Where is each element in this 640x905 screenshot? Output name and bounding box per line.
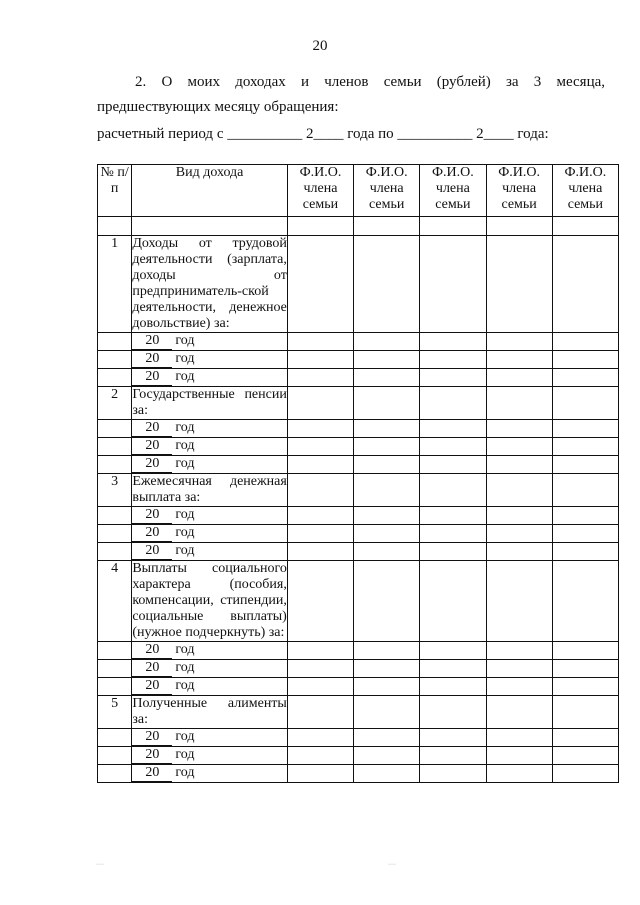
- amount-cell[interactable]: [354, 474, 420, 507]
- year-row: [98, 642, 619, 660]
- amount-cell[interactable]: [287, 696, 353, 729]
- year-suffix: год: [175, 678, 195, 693]
- section-row: [98, 236, 619, 333]
- amount-cell[interactable]: [354, 729, 420, 747]
- amount-cell[interactable]: [354, 642, 420, 660]
- section-label: Ежемесячная денежная выплата за:: [132, 474, 287, 505]
- empty-cell: [132, 217, 288, 236]
- amount-cell[interactable]: [354, 747, 420, 765]
- amount-cell[interactable]: [420, 438, 486, 456]
- amount-cell[interactable]: [420, 456, 486, 474]
- amount-cell[interactable]: [420, 369, 486, 387]
- section-row: [98, 387, 619, 420]
- section-number: 5: [98, 696, 132, 729]
- section-number: 2: [98, 387, 132, 420]
- empty-cell: [98, 543, 132, 561]
- amount-cell[interactable]: [420, 696, 486, 729]
- year-prefix: 20: [132, 543, 172, 560]
- amount-cell[interactable]: [486, 420, 552, 438]
- amount-cell[interactable]: [420, 236, 486, 333]
- year-row: [98, 747, 619, 765]
- year-prefix: 20: [132, 369, 172, 386]
- empty-cell: [287, 217, 353, 236]
- amount-cell[interactable]: [287, 387, 353, 420]
- amount-cell[interactable]: [420, 561, 486, 642]
- income-table: [97, 164, 619, 783]
- header-num: № п/п: [98, 165, 132, 217]
- year-suffix: год: [175, 660, 195, 675]
- amount-cell[interactable]: [287, 660, 353, 678]
- amount-cell[interactable]: [287, 561, 353, 642]
- amount-cell[interactable]: [486, 333, 552, 351]
- year-label: [132, 642, 288, 660]
- amount-cell[interactable]: [287, 474, 353, 507]
- amount-cell[interactable]: [354, 456, 420, 474]
- amount-cell[interactable]: [287, 333, 353, 351]
- year-row: [98, 765, 619, 783]
- header-fio-5: Ф.И.О. члена семьи: [552, 165, 618, 217]
- amount-cell[interactable]: [552, 236, 618, 333]
- empty-cell: [98, 729, 132, 747]
- year-prefix: 20: [132, 678, 172, 695]
- amount-cell[interactable]: [420, 474, 486, 507]
- empty-cell: [98, 217, 132, 236]
- year-row: [98, 456, 619, 474]
- year-prefix: 20: [132, 747, 172, 764]
- amount-cell[interactable]: [552, 642, 618, 660]
- year-label: [132, 456, 288, 474]
- year-row: [98, 678, 619, 696]
- amount-cell[interactable]: [552, 765, 618, 783]
- footer-mark-center: ····: [388, 862, 396, 868]
- section-label: Государственные пенсии за:: [132, 387, 287, 418]
- year-suffix: год: [175, 333, 195, 348]
- amount-cell[interactable]: [486, 507, 552, 525]
- section-row: [98, 561, 619, 642]
- amount-cell[interactable]: [354, 507, 420, 525]
- amount-cell[interactable]: [552, 456, 618, 474]
- empty-cell: [98, 351, 132, 369]
- year-prefix: 20: [132, 438, 172, 455]
- table-body: [98, 236, 619, 783]
- amount-cell[interactable]: [420, 351, 486, 369]
- spacer-row: [98, 217, 619, 236]
- amount-cell[interactable]: [287, 543, 353, 561]
- year-row: [98, 660, 619, 678]
- amount-cell[interactable]: [486, 765, 552, 783]
- amount-cell[interactable]: [552, 678, 618, 696]
- amount-cell[interactable]: [486, 474, 552, 507]
- empty-cell: [98, 369, 132, 387]
- amount-cell[interactable]: [287, 351, 353, 369]
- empty-cell: [420, 217, 486, 236]
- year-suffix: год: [175, 765, 195, 780]
- amount-cell[interactable]: [486, 642, 552, 660]
- year-suffix: год: [175, 438, 195, 453]
- amount-cell[interactable]: [486, 729, 552, 747]
- amount-cell[interactable]: [552, 660, 618, 678]
- header-fio-2: Ф.И.О. члена семьи: [354, 165, 420, 217]
- year-row: [98, 729, 619, 747]
- year-row: [98, 420, 619, 438]
- amount-cell[interactable]: [552, 525, 618, 543]
- amount-cell[interactable]: [420, 543, 486, 561]
- amount-cell[interactable]: [486, 747, 552, 765]
- amount-cell[interactable]: [420, 729, 486, 747]
- header-fio-3: Ф.И.О. члена семьи: [420, 165, 486, 217]
- year-suffix: год: [175, 747, 195, 762]
- year-prefix: 20: [132, 351, 172, 368]
- amount-cell[interactable]: [420, 507, 486, 525]
- year-row: [98, 438, 619, 456]
- year-label: [132, 438, 288, 456]
- year-label: [132, 351, 288, 369]
- amount-cell[interactable]: [287, 765, 353, 783]
- amount-cell[interactable]: [552, 474, 618, 507]
- empty-cell: [98, 642, 132, 660]
- intro-line-2: предшествующих месяцу обращения:: [97, 99, 339, 115]
- section-row: [98, 474, 619, 507]
- amount-cell[interactable]: [287, 747, 353, 765]
- year-suffix: год: [175, 456, 195, 471]
- amount-cell[interactable]: [287, 525, 353, 543]
- amount-cell[interactable]: [287, 507, 353, 525]
- amount-cell[interactable]: [354, 696, 420, 729]
- year-suffix: год: [175, 420, 195, 435]
- empty-cell: [98, 765, 132, 783]
- amount-cell[interactable]: [354, 543, 420, 561]
- year-label: [132, 765, 288, 783]
- amount-cell[interactable]: [287, 729, 353, 747]
- amount-cell[interactable]: [287, 642, 353, 660]
- year-label: [132, 333, 288, 351]
- amount-cell[interactable]: [552, 420, 618, 438]
- amount-cell[interactable]: [354, 525, 420, 543]
- amount-cell[interactable]: [287, 678, 353, 696]
- year-row: [98, 507, 619, 525]
- empty-cell: [552, 217, 618, 236]
- amount-cell[interactable]: [354, 387, 420, 420]
- amount-cell[interactable]: [552, 333, 618, 351]
- amount-cell[interactable]: [420, 678, 486, 696]
- amount-cell[interactable]: [354, 420, 420, 438]
- year-prefix: 20: [132, 729, 172, 746]
- amount-cell[interactable]: [552, 543, 618, 561]
- year-row: [98, 525, 619, 543]
- amount-cell[interactable]: [354, 438, 420, 456]
- year-prefix: 20: [132, 420, 172, 437]
- year-label: [132, 660, 288, 678]
- amount-cell[interactable]: [552, 351, 618, 369]
- amount-cell[interactable]: [486, 351, 552, 369]
- amount-cell[interactable]: [552, 729, 618, 747]
- year-label: [132, 678, 288, 696]
- amount-cell[interactable]: [552, 369, 618, 387]
- amount-cell[interactable]: [552, 561, 618, 642]
- year-suffix: год: [175, 351, 195, 366]
- section-number: 3: [98, 474, 132, 507]
- amount-cell[interactable]: [354, 369, 420, 387]
- empty-cell: [98, 747, 132, 765]
- section-label: Полученные алименты за:: [132, 696, 287, 727]
- amount-cell[interactable]: [287, 236, 353, 333]
- empty-cell: [98, 678, 132, 696]
- amount-cell[interactable]: [354, 236, 420, 333]
- year-prefix: 20: [132, 642, 172, 659]
- year-prefix: 20: [132, 507, 172, 524]
- empty-cell: [98, 525, 132, 543]
- empty-cell: [98, 420, 132, 438]
- header-income-type: Вид дохода: [132, 165, 288, 217]
- year-suffix: год: [175, 525, 195, 540]
- amount-cell[interactable]: [486, 438, 552, 456]
- footer-mark-left: ····: [96, 862, 104, 868]
- amount-cell[interactable]: [552, 747, 618, 765]
- amount-cell[interactable]: [486, 543, 552, 561]
- amount-cell[interactable]: [354, 765, 420, 783]
- amount-cell[interactable]: [287, 369, 353, 387]
- header-fio-1: Ф.И.О. члена семьи: [287, 165, 353, 217]
- year-suffix: год: [175, 729, 195, 744]
- amount-cell[interactable]: [354, 660, 420, 678]
- year-prefix: 20: [132, 765, 172, 782]
- amount-cell[interactable]: [354, 561, 420, 642]
- amount-cell[interactable]: [486, 561, 552, 642]
- header-row: [98, 165, 619, 217]
- year-prefix: 20: [132, 660, 172, 677]
- year-label: [132, 747, 288, 765]
- amount-cell[interactable]: [552, 387, 618, 420]
- amount-cell[interactable]: [287, 456, 353, 474]
- amount-cell[interactable]: [486, 387, 552, 420]
- section-label: Доходы от трудовой деятельности (зарплата, доходы от предприниматель-ской деятельности, денежное довольствие) за:: [132, 236, 287, 331]
- empty-cell: [486, 217, 552, 236]
- section-number: 4: [98, 561, 132, 642]
- year-suffix: год: [175, 642, 195, 657]
- year-row: [98, 333, 619, 351]
- empty-cell: [98, 333, 132, 351]
- empty-cell: [98, 660, 132, 678]
- year-row: [98, 369, 619, 387]
- amount-cell[interactable]: [420, 387, 486, 420]
- year-prefix: 20: [132, 525, 172, 542]
- year-suffix: год: [175, 369, 195, 384]
- amount-cell[interactable]: [552, 696, 618, 729]
- amount-cell[interactable]: [486, 369, 552, 387]
- year-row: [98, 351, 619, 369]
- amount-cell[interactable]: [486, 696, 552, 729]
- year-label: [132, 420, 288, 438]
- empty-cell: [98, 438, 132, 456]
- empty-cell: [98, 507, 132, 525]
- year-label: [132, 729, 288, 747]
- amount-cell[interactable]: [552, 438, 618, 456]
- amount-cell[interactable]: [486, 525, 552, 543]
- year-prefix: 20: [132, 333, 172, 350]
- year-label: [132, 369, 288, 387]
- year-suffix: год: [175, 543, 195, 558]
- amount-cell[interactable]: [486, 236, 552, 333]
- amount-cell[interactable]: [287, 438, 353, 456]
- empty-cell: [354, 217, 420, 236]
- amount-cell[interactable]: [354, 333, 420, 351]
- year-label: [132, 543, 288, 561]
- empty-cell: [98, 456, 132, 474]
- amount-cell[interactable]: [354, 351, 420, 369]
- amount-cell[interactable]: [354, 678, 420, 696]
- amount-cell[interactable]: [420, 765, 486, 783]
- amount-cell[interactable]: [420, 642, 486, 660]
- amount-cell[interactable]: [420, 660, 486, 678]
- amount-cell[interactable]: [486, 660, 552, 678]
- section-row: [98, 696, 619, 729]
- header-fio-4: Ф.И.О. члена семьи: [486, 165, 552, 217]
- year-prefix: 20: [132, 456, 172, 473]
- intro-line-3: расчетный период с __________ 2____ года по __________ 2____ года:: [97, 126, 549, 142]
- amount-cell[interactable]: [420, 420, 486, 438]
- section-label: Выплаты социального характера (пособия, компенсации, стипендии, социальные выплаты) (нужное подчеркнуть) за:: [132, 561, 287, 640]
- amount-cell[interactable]: [420, 525, 486, 543]
- year-row: [98, 543, 619, 561]
- intro-line-1: 2. О моих доходах и членов семьи (рублей) за 3 месяца,: [135, 74, 605, 90]
- year-label: [132, 525, 288, 543]
- year-label: [132, 507, 288, 525]
- amount-cell[interactable]: [552, 507, 618, 525]
- amount-cell[interactable]: [420, 747, 486, 765]
- amount-cell[interactable]: [486, 456, 552, 474]
- amount-cell[interactable]: [486, 678, 552, 696]
- section-number: 1: [98, 236, 132, 333]
- amount-cell[interactable]: [420, 333, 486, 351]
- amount-cell[interactable]: [287, 420, 353, 438]
- year-suffix: год: [175, 507, 195, 522]
- page-number: 20: [312, 38, 328, 54]
